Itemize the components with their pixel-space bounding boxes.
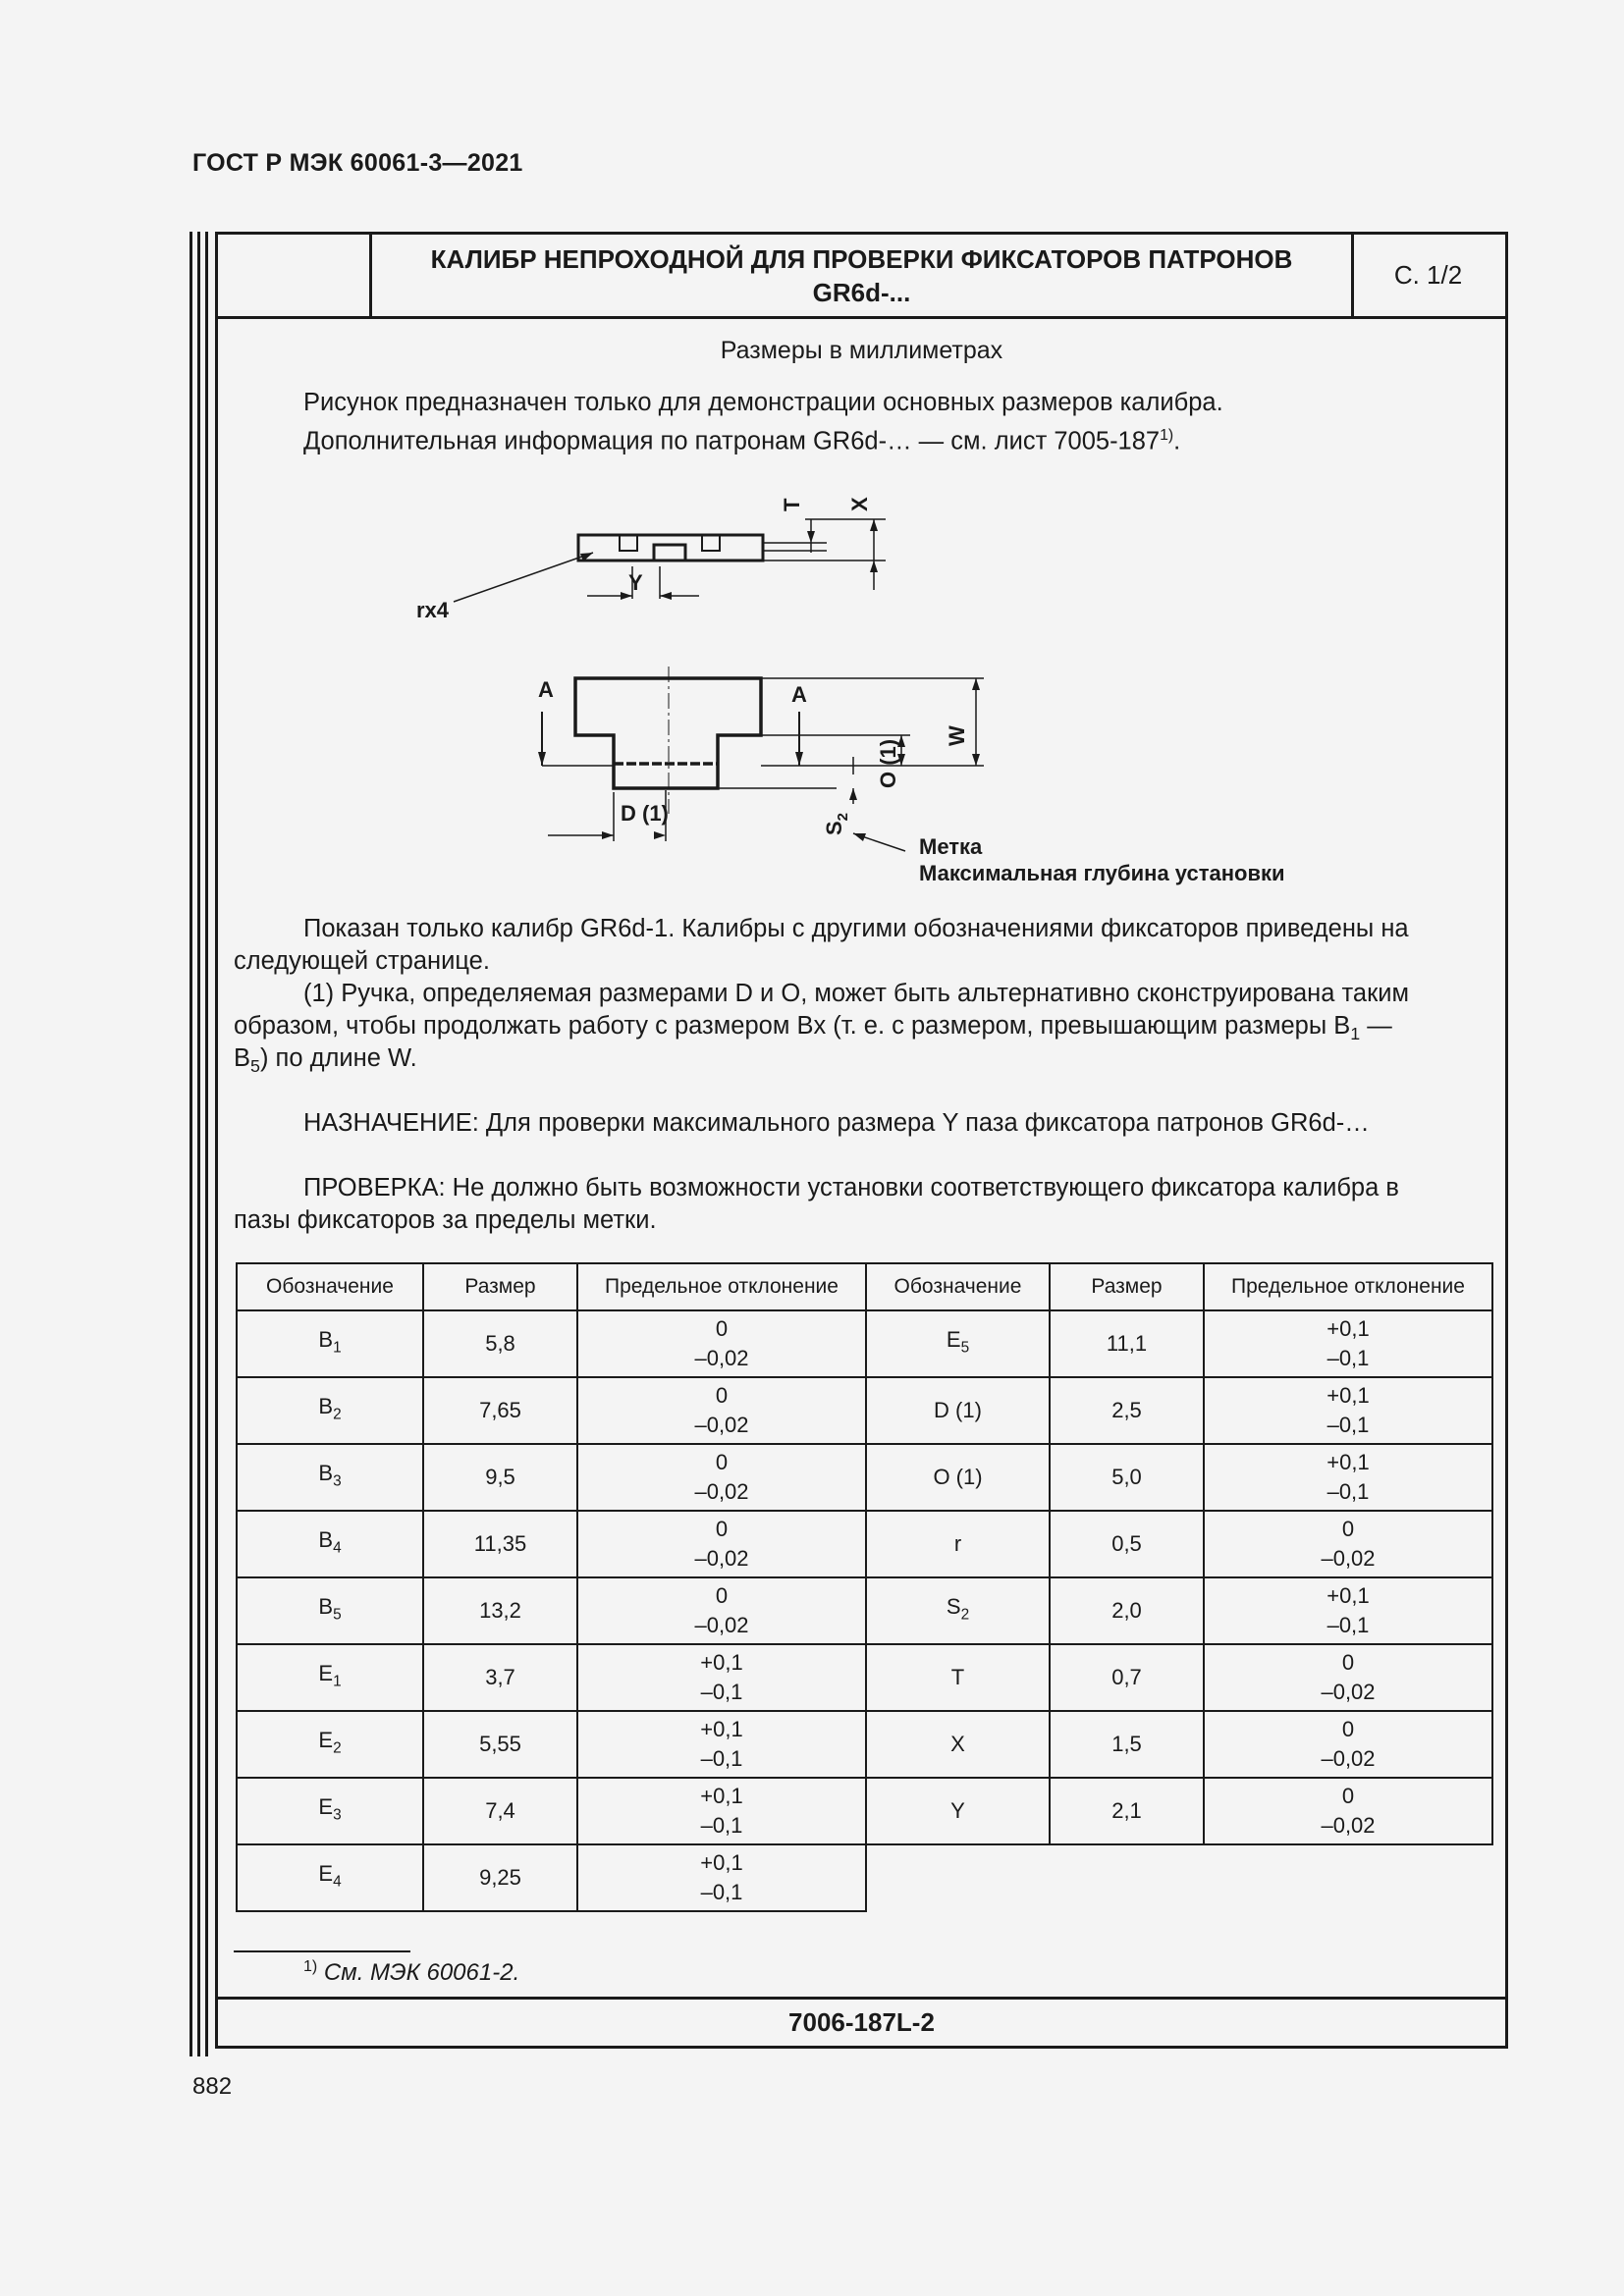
sheet-code: 7006-187L-2 [218,1997,1505,2046]
label-T: T [780,498,804,511]
table-row [237,1310,866,1377]
cell-size: 9,25 [423,1844,577,1911]
cell-size: 2,5 [1050,1377,1204,1444]
cell-tolerance [1204,1778,1492,1844]
tolerance-lower: –0,1 [700,1746,743,1771]
designation-subscript: 5 [333,1606,342,1624]
table-row [237,1444,866,1511]
cell-tolerance [1204,1377,1492,1444]
cell-designation [237,1577,423,1644]
label-A-right: A [791,682,807,707]
para2c-sub: 5 [250,1056,260,1077]
tolerance-lower: –0,02 [694,1613,749,1637]
cell-designation [866,1511,1050,1577]
cell-tolerance [1204,1511,1492,1577]
tolerance-upper: +0,1 [700,1850,743,1875]
tolerance-upper: +0,1 [1326,1583,1370,1608]
tolerance-lower: –0,02 [694,1546,749,1571]
header-size: Размер [423,1263,577,1310]
tolerance-lower: –0,1 [1326,1613,1370,1637]
margin-rule [197,232,200,2056]
designation-symbol: E [318,1793,334,1819]
para2b-end: — [1360,1012,1392,1040]
table-body-right [866,1310,1492,1844]
label-W: W [945,725,969,746]
label-O: O (1) [876,738,900,788]
footnote-rule [234,1950,410,1952]
designation-subscript: 4 [333,1873,342,1891]
table-row [237,1644,866,1711]
cell-size: 11,1 [1050,1310,1204,1377]
designation-symbol: O (1) [933,1465,983,1489]
cell-tolerance [577,1377,866,1444]
header-tolerance: Предельное отклонение [1204,1263,1492,1310]
table-row [237,1377,866,1444]
cell-size: 7,4 [423,1778,577,1844]
table-row [866,1377,1492,1444]
designation-symbol: B [318,1593,334,1619]
para2c [234,1041,417,1083]
table-row [866,1778,1492,1844]
cell-designation [237,1511,423,1577]
top-view-slot-right [702,535,720,551]
tolerance-lower: –0,1 [700,1813,743,1838]
cell-designation [866,1644,1050,1711]
designation-symbol: Y [950,1798,965,1823]
designation-symbol: E [946,1326,961,1352]
designation-symbol: E [318,1860,334,1886]
tolerance-upper: +0,1 [700,1784,743,1808]
tolerance-upper: 0 [1341,1717,1355,1741]
intro-line2-text: Дополнительная информация по патронам GR6d-… — см. лист 7005-187 [303,427,1161,455]
designation-subscript: 4 [333,1539,342,1557]
label-A-left: A [538,677,554,702]
tolerance-lower: –0,02 [1321,1813,1376,1838]
header-size: Размер [1050,1263,1204,1310]
tolerance-upper: 0 [1341,1517,1355,1541]
intro-line1: Рисунок предназначен только для демонстрации основных размеров калибра. [303,389,1223,416]
cell-size: 2,0 [1050,1577,1204,1644]
cell-designation [237,1644,423,1711]
cell-designation [866,1711,1050,1778]
label-rx4: rx4 [416,598,450,622]
arrowhead [870,519,878,531]
footnote-ref: 1) [1160,427,1174,444]
units-note: Размеры в миллиметрах [720,337,1003,364]
dimensions-table-left [236,1262,867,1912]
tolerance-upper: 0 [715,1383,729,1408]
para2b-sub: 1 [1350,1024,1361,1044]
tolerance-upper: +0,1 [1326,1316,1370,1341]
table-row [866,1577,1492,1644]
sheet-frame [215,232,1508,2049]
label-Y: Y [628,570,643,595]
tolerance-lower: –0,02 [694,1479,749,1504]
footnote-mark: 1) [303,1958,318,1975]
sheet-number: С. 1/2 [1393,260,1463,290]
cell-size: 0,7 [1050,1644,1204,1711]
tolerance-upper: +0,1 [700,1717,743,1741]
intro-line2-end: . [1173,427,1181,455]
cell-tolerance [577,1844,866,1911]
cell-tolerance [577,1444,866,1511]
para2c-end: ) по длине W. [259,1044,417,1072]
designation-symbol: B [318,1526,334,1552]
para1b: следующей странице. [234,947,490,975]
arrowhead [602,831,614,839]
para2b-text: образом, чтобы продолжать работу с размером Bx (т. е. с размером, превышающим размеры B [234,1012,1351,1040]
dimensions-table-right [865,1262,1493,1845]
table-row [237,1511,866,1577]
purpose-text: НАЗНАЧЕНИЕ: Для проверки максимального размера Y паза фиксатора патронов GR6d-… [303,1109,1370,1137]
cell-size: 0,5 [1050,1511,1204,1577]
cell-size: 5,0 [1050,1444,1204,1511]
tolerance-lower: –0,1 [1326,1413,1370,1437]
table-row [866,1444,1492,1511]
designation-symbol: r [953,1531,962,1556]
cell-designation [866,1377,1050,1444]
cell-tolerance [577,1577,866,1644]
table-row [237,1778,866,1844]
label-X: X [847,497,872,511]
footnote-text: См. МЭК 60061-2. [323,1959,520,1986]
designation-symbol: D (1) [934,1398,982,1422]
cell-designation [237,1377,423,1444]
cell-tolerance [1204,1644,1492,1711]
designation-subscript: 2 [333,1739,342,1757]
tolerance-lower: –0,1 [700,1680,743,1704]
tolerance-upper: +0,1 [1326,1383,1370,1408]
check-text-2: пазы фиксаторов за пределы метки. [234,1206,657,1234]
tolerance-upper: 0 [1341,1784,1355,1808]
label-S-letter: S [822,821,846,835]
tolerance-lower: –0,1 [700,1880,743,1904]
designation-subscript: 2 [960,1606,970,1624]
cell-size: 11,35 [423,1511,577,1577]
tolerance-upper: +0,1 [1326,1450,1370,1474]
designation-subscript: 1 [333,1673,342,1690]
designation-subscript: 5 [960,1339,970,1357]
arrowhead [660,592,672,600]
cell-tolerance [1204,1711,1492,1778]
cell-tolerance [577,1644,866,1711]
tolerance-upper: 0 [715,1517,729,1541]
designation-subscript: 3 [333,1472,342,1490]
check-text: ПРОВЕРКА: Не должно быть возможности установки соответствующего фиксатора калибра в [303,1174,1399,1201]
label-S-sub: 2 [835,812,851,822]
cell-designation [237,1778,423,1844]
label-D: D (1) [621,801,669,826]
label-mark: Метка [919,834,983,859]
label-S [822,813,851,835]
designation-symbol: T [950,1665,965,1689]
cell-size: 13,2 [423,1577,577,1644]
table-row [237,1711,866,1778]
table-header-row [237,1263,866,1310]
cell-designation [866,1310,1050,1377]
designation-subscript: 1 [333,1339,342,1357]
tolerance-upper: 0 [715,1316,729,1341]
tolerance-lower: –0,02 [1321,1746,1376,1771]
cell-size: 5,8 [423,1310,577,1377]
arrowhead [807,531,815,543]
arrowhead [870,561,878,572]
designation-symbol: B [318,1393,334,1418]
header-designation: Обозначение [866,1263,1050,1310]
arrowhead [972,678,980,690]
footnote [303,1958,519,1987]
table-row [866,1644,1492,1711]
cell-designation [237,1844,423,1911]
tolerance-lower: –0,02 [1321,1680,1376,1704]
cell-tolerance [1204,1444,1492,1511]
arrowhead [795,752,803,766]
designation-symbol: B [318,1460,334,1485]
arrowhead [538,752,546,766]
arrowhead [972,754,980,766]
table-row [237,1844,866,1911]
sheet-title-line2: GR6d-... [812,277,911,307]
tolerance-lower: –0,02 [694,1346,749,1370]
tolerance-lower: –0,1 [1326,1346,1370,1370]
top-view-outline [578,535,763,561]
cell-designation [866,1577,1050,1644]
designation-symbol: B [318,1326,334,1352]
cell-tolerance [1204,1310,1492,1377]
cell-size: 7,65 [423,1377,577,1444]
cell-designation [237,1444,423,1511]
cell-designation [866,1778,1050,1844]
label-depth: Максимальная глубина установки [919,861,1285,885]
cell-tolerance [577,1711,866,1778]
document-header: ГОСТ Р МЭК 60061-3—2021 [192,149,523,177]
page-number: 882 [192,2073,233,2100]
cell-tolerance [577,1511,866,1577]
designation-symbol: X [950,1732,965,1756]
top-view-slot-left [620,535,637,551]
table-row [237,1577,866,1644]
designation-subscript: 3 [333,1806,342,1824]
cell-tolerance [1204,1577,1492,1644]
designation-subscript: 2 [333,1406,342,1423]
table-body-left [237,1310,866,1911]
header-designation: Обозначение [237,1263,423,1310]
cell-designation [237,1711,423,1778]
tolerance-lower: –0,02 [1321,1546,1376,1571]
para2: (1) Ручка, определяемая размерами D и O, может быть альтернативно сконструирована таким [303,980,1410,1007]
cell-size: 2,1 [1050,1778,1204,1844]
table-row [866,1511,1492,1577]
cell-designation [237,1310,423,1377]
designation-symbol: E [318,1660,334,1685]
header-tolerance: Предельное отклонение [577,1263,866,1310]
cell-designation [866,1444,1050,1511]
cell-tolerance [577,1778,866,1844]
margin-rule [205,232,208,2056]
cell-size: 1,5 [1050,1711,1204,1778]
table-row [866,1310,1492,1377]
margin-rule [189,232,192,2056]
tolerance-lower: –0,1 [1326,1479,1370,1504]
tolerance-lower: –0,02 [694,1413,749,1437]
arrowhead [849,788,857,800]
tolerance-upper: +0,1 [700,1650,743,1675]
cell-size: 3,7 [423,1644,577,1711]
table-row [866,1711,1492,1778]
table-header-row [866,1263,1492,1310]
designation-symbol: S [946,1593,961,1619]
para2c-text: B [234,1044,251,1072]
tolerance-upper: 0 [715,1450,729,1474]
para1: Показан только калибр GR6d-1. Калибры с другими обозначениями фиксаторов приведены на [303,915,1409,942]
tolerance-upper: 0 [715,1583,729,1608]
sheet-title-line1: КАЛИБР НЕПРОХОДНОЙ ДЛЯ ПРОВЕРКИ ФИКСАТОРОВ ПАТРОНОВ [430,243,1293,274]
cell-size: 9,5 [423,1444,577,1511]
cell-tolerance [577,1310,866,1377]
arrowhead [853,833,866,841]
gauge-drawing [218,235,1505,922]
arrowhead [654,831,666,839]
cell-size: 5,55 [423,1711,577,1778]
designation-symbol: E [318,1727,334,1752]
tolerance-upper: 0 [1341,1650,1355,1675]
leader-line [454,553,593,602]
top-view-slot-center [654,545,685,561]
